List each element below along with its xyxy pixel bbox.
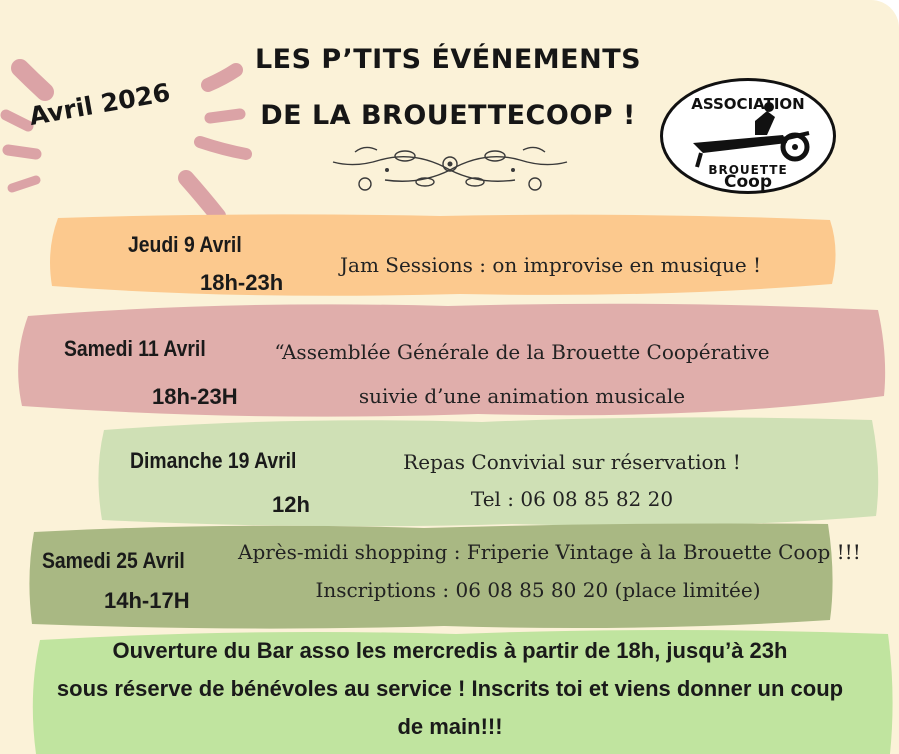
logo-top-text: ASSOCIATION	[691, 95, 805, 113]
event-2-line-1: “Assemblée Générale de la Brouette Coopérative	[274, 340, 770, 364]
event-4-line-1: Après-midi shopping : Friperie Vintage à la Brouette Coop !!!	[238, 540, 861, 564]
logo-bottom-text: Coop	[723, 172, 772, 192]
event-4-line-2: Inscriptions : 06 08 85 80 20 (place limitée)	[315, 578, 761, 602]
event-3-time: 12h	[272, 492, 310, 517]
event-band-4	[24, 520, 861, 634]
event-1-line-1: Jam Sessions : on improvise en musique !	[340, 253, 762, 277]
event-3-date: Dimanche 19 Avril	[130, 448, 297, 473]
association-logo	[660, 78, 836, 194]
sunburst-decoration	[0, 30, 260, 230]
footer-line-3: de main!!!	[397, 714, 503, 739]
event-3-line-1: Repas Convivial sur réservation !	[403, 450, 741, 474]
month-label: Avril 2026	[26, 77, 173, 131]
footer-line-1: Ouverture du Bar asso les mercredis à partir de 18h, jusqu’à 23h	[112, 638, 788, 663]
event-2-time: 18h-23H	[152, 384, 238, 409]
event-2-date: Samedi 11 Avril	[64, 336, 206, 361]
event-4-date: Samedi 25 Avril	[42, 548, 185, 573]
event-1-date: Jeudi 9 Avril	[128, 232, 242, 257]
event-4-time: 14h-17H	[104, 588, 190, 613]
logo-middle-text: BROUETTE	[708, 163, 788, 177]
floral-ornament	[325, 140, 575, 200]
event-2-line-2: suivie d’une animation musicale	[358, 384, 686, 408]
event-3-line-2: Tel : 06 08 85 82 20	[470, 487, 674, 511]
title-line-2: DE LA BROUETTECOOP !	[260, 100, 636, 131]
title-line-1: LES P’TITS ÉVÉNEMENTS	[254, 44, 642, 75]
event-1-time: 18h-23h	[200, 270, 284, 295]
footer-line-2: sous réserve de bénévoles au service ! Inscrits toi et viens donner un coup	[56, 676, 844, 701]
